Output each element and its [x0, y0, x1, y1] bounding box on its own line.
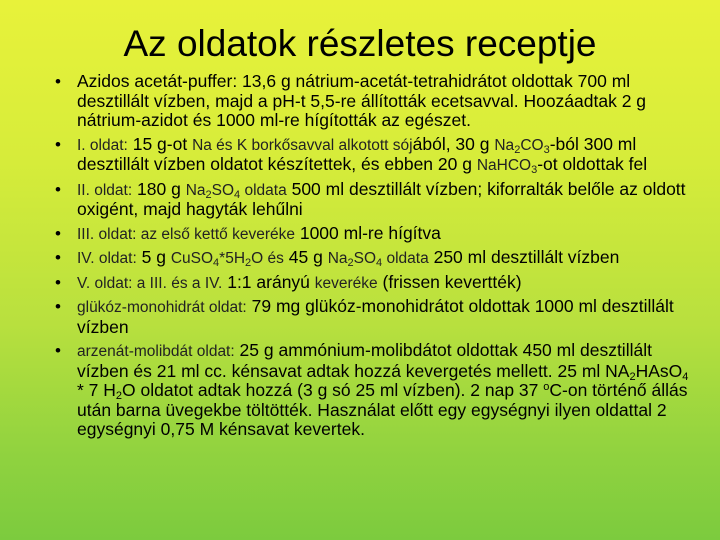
- subscript: 2: [115, 390, 123, 402]
- formula-part: oldata: [382, 250, 429, 267]
- formula-part: Na: [327, 250, 348, 267]
- formula-nahco3: [477, 157, 537, 174]
- subscript: 2: [205, 188, 212, 201]
- formula-part: CuSO: [170, 250, 214, 267]
- formula-part: SO: [353, 250, 377, 267]
- bullet-dot: •: [55, 72, 61, 91]
- solution-label: II. oldat:: [77, 181, 133, 199]
- bullet-item-solution-1: [55, 135, 695, 176]
- formula-part: O és: [251, 250, 284, 267]
- formula-na2so4: [328, 250, 429, 267]
- subscript: 4: [682, 370, 689, 383]
- subscript: 4: [376, 257, 383, 269]
- bullet-text: 180 g: [132, 178, 186, 199]
- bullet-text: 25 g ammónium-molibdátot oldottak 450 ml desztillált vízben és 21 ml cc. kénsavat adtak hozzá kevergetés mellett. 25 ml NA: [77, 340, 652, 381]
- formula-part: *5H: [219, 250, 246, 267]
- bullet-text: Azidos acetát-puffer: 13,6 g nátrium-acetát-tetrahidrátot oldottak 700 ml desztillált vízben, majd a pH-t 5,5-re állították ecetsavval. Hoozáadtak 2 g nátrium-azidot és 1000 ml-re hígították az egészet.: [77, 71, 647, 130]
- subscript: 2: [629, 370, 636, 383]
- bullet-text-small: keveréke: [314, 274, 378, 292]
- formula-part: Na: [185, 181, 206, 199]
- solution-label: V. oldat: a III. és a IV.: [77, 274, 223, 292]
- bullet-item-solution-5: [55, 273, 695, 294]
- subscript: 4: [213, 257, 220, 269]
- superscript: o: [543, 381, 550, 393]
- subscript: 3: [531, 164, 538, 176]
- bullet-text: HAsO: [635, 360, 683, 381]
- bullet-text: 500 ml desztillált vízben; kiforralták belőle az oldott oxigént, majd hagyták lehűlni: [77, 178, 686, 219]
- formula-na2so4: [186, 182, 287, 199]
- bullet-item-solution-3: [55, 224, 695, 245]
- bullet-text: O oldatot adtak hozzá (3 g só 25 ml vízben). 2 nap 37: [122, 380, 544, 400]
- bullet-text: 5 g: [136, 247, 171, 267]
- bullet-text: ából, 30 g: [412, 133, 495, 154]
- solution-label: glükóz-monohidrát oldat:: [77, 299, 247, 316]
- bullet-text: 79 mg glükóz-monohidrátot oldottak 1000 ml desztillált vízben: [77, 296, 674, 337]
- formula-part: Na: [494, 136, 515, 154]
- formula-part: NaHCO: [476, 157, 532, 174]
- formula-na2co3: [494, 137, 549, 154]
- bullet-item-arsenate: [55, 341, 695, 440]
- bullet-dot: •: [55, 248, 61, 267]
- bullet-dot: •: [55, 134, 61, 154]
- bullet-text: -ból 300 ml desztillált vízben oldatot készítettek, és ebben 20 g: [77, 133, 637, 174]
- bullet-text: 1000 ml-re hígítva: [294, 222, 441, 243]
- subscript: 3: [543, 143, 550, 156]
- formula-part: SO: [211, 181, 235, 199]
- bullet-dot: •: [55, 272, 61, 292]
- bullet-text: -ot oldottak fel: [537, 154, 648, 174]
- bullet-item-solution-4: [55, 248, 695, 269]
- bullet-dot: •: [55, 223, 61, 243]
- subscript: 2: [245, 257, 252, 269]
- solution-label: III. oldat: az első kettő keveréke: [77, 225, 295, 243]
- solution-label: arzenát-molibdát oldat:: [77, 343, 235, 360]
- slide-title: Az oldatok részletes receptje: [123, 23, 597, 64]
- bullet-dot: •: [55, 297, 61, 316]
- bullet-text: 250 ml desztillált vízben: [428, 247, 620, 267]
- formula-part: oldata: [240, 181, 287, 199]
- bullet-text: 45 g: [283, 247, 328, 267]
- bullet-dot: •: [55, 341, 61, 360]
- formula-part: CO: [520, 136, 544, 154]
- solution-label: I. oldat:: [77, 136, 128, 154]
- bullet-item-solution-2: [55, 180, 695, 220]
- bullet-text: (frissen kevertték): [377, 271, 522, 292]
- bullet-text: * 7 H: [77, 380, 116, 400]
- bullet-dot: •: [55, 179, 61, 199]
- subscript: 2: [514, 143, 521, 156]
- bullet-text: 15 g-ot: [127, 133, 193, 154]
- bullet-item-buffer: [55, 72, 695, 131]
- solution-label: IV. oldat:: [77, 250, 137, 267]
- bullet-text: 1:1 arányú: [222, 271, 315, 292]
- bullet-list: [55, 72, 695, 444]
- bullet-text: C-on történő állás után barna üvegekbe töltötték. Használat előtt egy egységnyi ilyen oldattal 2 egységnyi 0,75 M kénsavat kevertek.: [77, 380, 688, 439]
- subscript: 4: [234, 188, 241, 201]
- bullet-text-small: Na és K borkősavval alkotott sój: [192, 136, 413, 154]
- subscript: 2: [347, 257, 354, 269]
- bullet-item-glucose: [55, 297, 695, 337]
- formula-cuso4: [171, 250, 284, 267]
